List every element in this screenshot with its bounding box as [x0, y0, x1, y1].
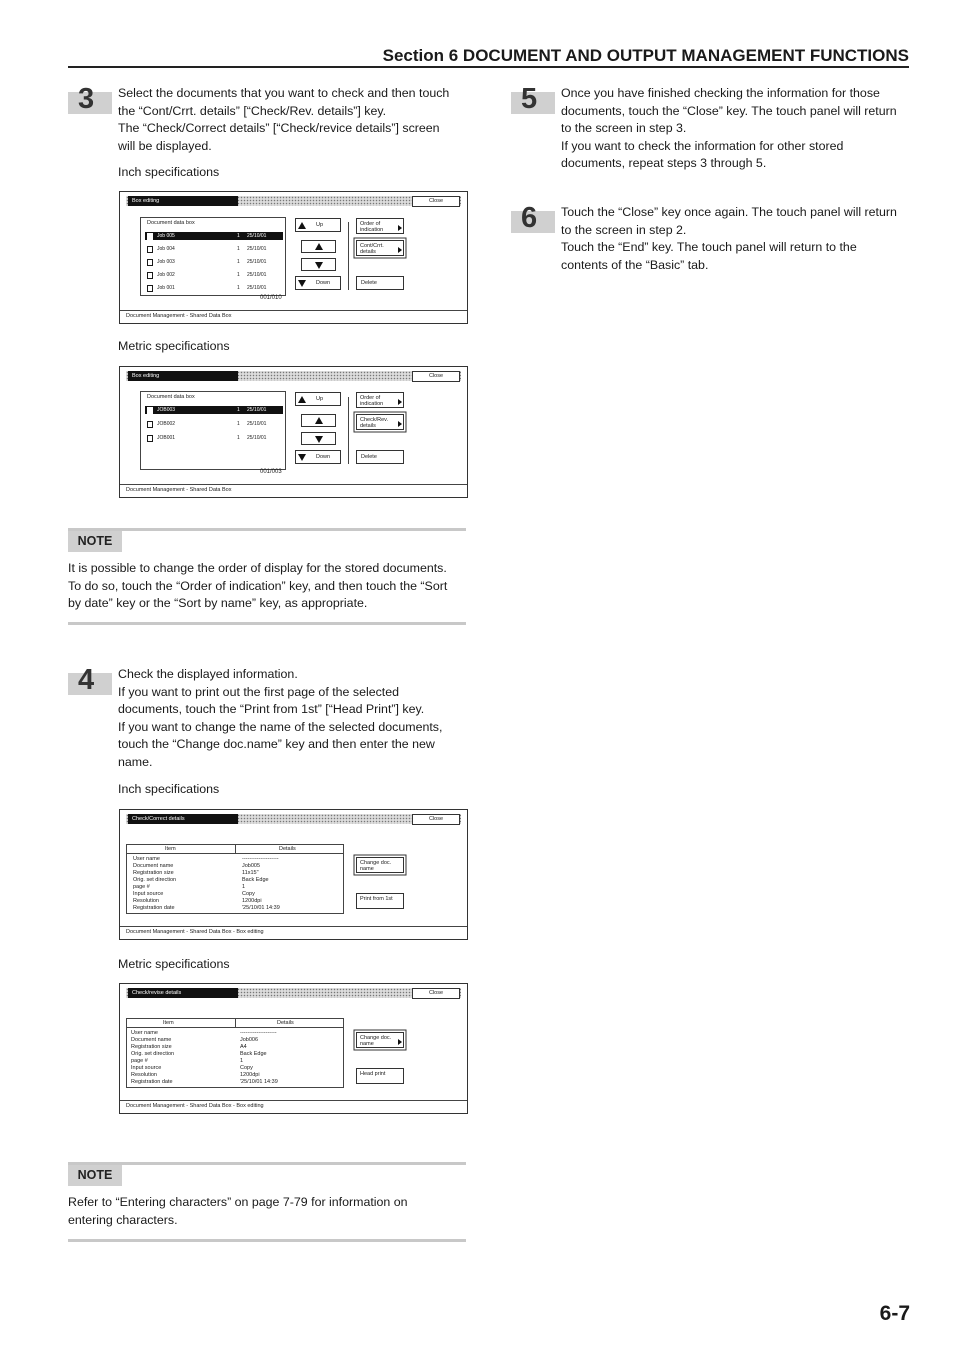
step-6-line: Touch the “End” key. The touch panel will return to the	[561, 240, 857, 255]
inch-spec-label: Inch specifications	[118, 782, 220, 796]
document-icon	[147, 233, 153, 240]
arrow-right-icon	[398, 421, 402, 427]
step-5-badge	[511, 83, 555, 115]
note-bottom-rule	[68, 622, 466, 625]
triangle-up-icon	[315, 417, 323, 424]
close-button[interactable]: Close	[412, 371, 460, 382]
box-editing-screen-metric	[119, 366, 468, 498]
down-button[interactable]: Down	[295, 450, 341, 464]
page-counter: 001/003	[260, 469, 282, 475]
list-item[interactable]: Job 003 1 25/10/01	[145, 258, 283, 266]
step-5-line: to the screen in step 3.	[561, 121, 687, 136]
delete-button[interactable]: Delete	[356, 276, 404, 290]
note-label: NOTE	[68, 1165, 122, 1186]
step-6-line: contents of the “Basic” tab.	[561, 257, 709, 272]
item-names: User name Document name Registration size Orig. set direction page # Input source Resolution Registration date	[133, 856, 177, 911]
triangle-up-icon	[315, 243, 323, 250]
order-of-indication-button[interactable]: Order of indication	[356, 392, 404, 408]
triangle-up-icon	[298, 396, 306, 403]
screen-title: Check/Correct details	[128, 814, 238, 824]
screen-footer: Document Management - Shared Data Box	[120, 484, 467, 494]
list-title: Document data box	[147, 220, 195, 226]
note-label: NOTE	[68, 531, 122, 552]
triangle-down-icon	[298, 280, 306, 287]
note-line: Refer to “Entering characters” on page 7-79 for information on	[68, 1195, 408, 1209]
step-4-line: documents, touch the “Print from 1st” [“Head Print”] key.	[118, 702, 425, 717]
step-6-line: to the screen in step 2.	[561, 222, 687, 237]
document-icon	[147, 421, 153, 428]
arrow-right-icon	[398, 1039, 402, 1045]
step-4-badge	[68, 664, 112, 696]
document-icon	[147, 246, 153, 253]
screen-title: Check/revise details	[128, 988, 238, 998]
note-text	[68, 1194, 468, 1229]
list-item[interactable]: JOB001 1 25/10/01	[145, 434, 283, 442]
step-3-line: the “Cont/Crrt. details” [“Check/Rev. details”] key.	[118, 103, 387, 118]
triangle-down-icon	[298, 454, 306, 461]
metric-spec-label: Metric specifications	[118, 957, 230, 971]
step-5-text	[561, 85, 921, 173]
check-correct-details-screen	[119, 809, 468, 940]
document-icon	[147, 435, 153, 442]
note-line: To do so, touch the “Order of indication” key, and then touch the “Sort	[68, 578, 448, 593]
scroll-down-button[interactable]	[301, 258, 336, 271]
divider	[348, 222, 349, 290]
document-list	[140, 391, 286, 470]
step-4-line: Check the displayed information.	[118, 667, 298, 681]
item-names: User name Document name Registration size Orig. set direction page # Input source Resolution Registration date	[131, 1030, 175, 1085]
note-bottom-rule	[68, 1239, 466, 1242]
arrow-right-icon	[398, 247, 402, 253]
change-doc-name-button[interactable]: Change doc. name	[356, 857, 404, 873]
step-4-line: name.	[118, 754, 153, 769]
document-icon	[147, 259, 153, 266]
metric-spec-label: Metric specifications	[118, 339, 230, 353]
scroll-up-button[interactable]	[301, 414, 336, 427]
inch-spec-label: Inch specifications	[118, 165, 220, 179]
scroll-up-button[interactable]	[301, 240, 336, 253]
step-5-line: Once you have finished checking the information for those	[561, 86, 880, 100]
document-icon	[147, 407, 153, 414]
triangle-down-icon	[315, 262, 323, 269]
section-title: Section 6 DOCUMENT AND OUTPUT MANAGEMENT FUNCTIONS	[382, 46, 909, 65]
step-4-line: If you want to print out the first page of the selected	[118, 684, 400, 699]
box-editing-screen-inch	[119, 191, 468, 324]
note-line: by date” key or the “Sort by name” key, as appropriate.	[68, 596, 368, 611]
step-4-text	[118, 666, 478, 772]
step-5-line: documents, touch the “Close” key. The touch panel will return	[561, 103, 897, 118]
screen-footer: Document Management - Shared Data Box - Box editing	[120, 926, 467, 936]
up-button[interactable]: Up	[295, 218, 341, 232]
list-item[interactable]: JOB003 1 25/10/01	[145, 406, 283, 414]
arrow-right-icon	[398, 225, 402, 231]
table-header	[127, 1019, 343, 1028]
step-6-line: Touch the “Close” key once again. The touch panel will return	[561, 205, 897, 219]
check-revise-details-screen	[119, 983, 468, 1114]
list-item[interactable]: Job 004 1 25/10/01	[145, 245, 283, 253]
divider	[348, 397, 349, 464]
note-top-rule	[68, 528, 466, 531]
screen-title: Box editing	[128, 196, 238, 206]
screen-footer: Document Management - Shared Data Box	[120, 310, 467, 320]
document-list	[140, 217, 286, 296]
note-text	[68, 560, 468, 613]
step-4-line: If you want to change the name of the selected documents,	[118, 719, 443, 734]
column-divider	[235, 845, 236, 853]
step-6-badge	[511, 202, 555, 234]
note-line: It is possible to change the order of display for the stored documents.	[68, 561, 447, 575]
scroll-down-button[interactable]	[301, 432, 336, 445]
list-item[interactable]: Job 002 1 25/10/01	[145, 271, 283, 279]
delete-button[interactable]: Delete	[356, 450, 404, 464]
list-item[interactable]: JOB002 1 25/10/01	[145, 420, 283, 428]
note-top-rule	[68, 1162, 466, 1165]
step-3-number: 3	[78, 83, 95, 115]
step-6-text	[561, 204, 921, 274]
step-4-number: 4	[78, 664, 95, 696]
close-button[interactable]: Close	[412, 988, 460, 999]
print-from-1st-button[interactable]: Print from 1st	[356, 893, 404, 909]
page-counter: 001/010	[260, 295, 282, 301]
details-column-header: Details	[279, 846, 296, 852]
up-button[interactable]: Up	[295, 392, 341, 406]
close-button[interactable]: Close	[412, 196, 460, 207]
step-6-number: 6	[521, 202, 538, 234]
step-4-line: touch the “Change doc.name” key and then enter the new	[118, 737, 435, 752]
step-3-line: Select the documents that you want to check and then touch	[118, 86, 450, 100]
step-5-number: 5	[521, 83, 538, 115]
list-title: Document data box	[147, 394, 195, 400]
details-column-header: Details	[277, 1020, 294, 1026]
step-3-badge	[68, 83, 112, 115]
close-button[interactable]: Close	[412, 814, 460, 825]
item-column-header: Item	[165, 846, 176, 852]
down-button[interactable]: Down	[295, 276, 341, 290]
item-column-header: Item	[163, 1020, 174, 1026]
screen-title: Box editing	[128, 371, 238, 381]
header-rule	[68, 66, 909, 68]
column-divider	[235, 1019, 236, 1027]
list-item[interactable]: Job 001 1 25/10/01	[145, 284, 283, 292]
screen-footer: Document Management - Shared Data Box - Box editing	[120, 1100, 467, 1110]
triangle-up-icon	[298, 222, 306, 229]
step-3-text	[118, 85, 478, 155]
change-doc-name-button[interactable]: Change doc. name	[356, 1032, 404, 1048]
step-5-line: If you want to check the information for other stored	[561, 138, 844, 153]
step-5-line: documents, repeat steps 3 through 5.	[561, 156, 767, 171]
document-icon	[147, 272, 153, 279]
head-print-button[interactable]: Head print	[356, 1068, 404, 1084]
arrow-right-icon	[398, 399, 402, 405]
note-line: entering characters.	[68, 1212, 178, 1227]
item-values: -------------------- Job006 A4 Back Edge 1 Copy 1200dpi '25/10/01 14:39	[240, 1030, 278, 1085]
table-header	[127, 845, 343, 854]
details-button[interactable]: Cont/Crrt. details	[356, 240, 404, 256]
page-number: 6-7	[879, 1302, 910, 1325]
details-table	[126, 1018, 344, 1088]
step-3-line: will be displayed.	[118, 138, 212, 153]
item-values: -------------------- Job005 11x15" Back Edge 1 Copy 1200dpi '25/10/01 14:39	[242, 856, 280, 911]
triangle-down-icon	[315, 436, 323, 443]
step-3-line: The “Check/Correct details” [“Check/revice details”] screen	[118, 121, 440, 136]
order-of-indication-button[interactable]: Order of indication	[356, 218, 404, 234]
list-item[interactable]: Job 005 1 25/10/01	[145, 232, 283, 240]
details-button[interactable]: Check/Rev. details	[356, 414, 404, 430]
details-table	[126, 844, 344, 914]
document-icon	[147, 285, 153, 292]
